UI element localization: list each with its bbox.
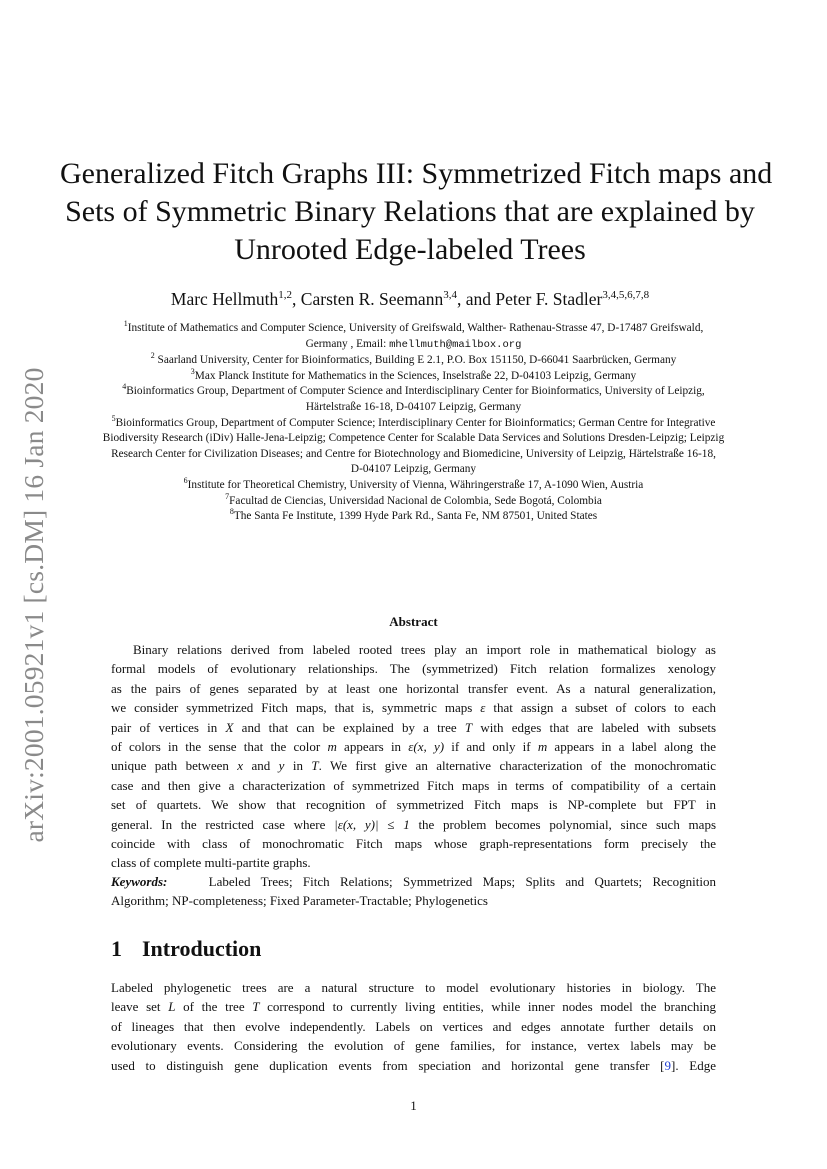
author-separator: , and [456,288,496,309]
intro-line: leave set L of the tree T correspond to currently living entities, while inner nodes model the branching [111,999,716,1015]
author-name: Carsten R. Seemann [300,288,444,309]
affiliation-1-cont: Germany , Email: mhellmuth@mailbox.org [305,337,522,351]
abstract-line: formal models of evolutionary relationships. The (symmetrized) Fitch relation formalizes xenology [111,661,716,677]
intro-line: evolutionary events. Considering the evolution of gene families, for instance, vertex labels may be [111,1038,716,1054]
intro-body [111,978,716,1075]
math-symbol: ε [480,700,486,716]
abstract-line: as the pairs of genes separated by at least one horizontal transfer event. As a natural generalization, [111,680,716,696]
affiliation-4-cont: Härtelstraße 16-18, D-04107 Leipzig, Germany [305,400,522,413]
author-affiliation-marker: 3,4 [443,289,457,301]
math-symbol: ε(x, y) [408,739,445,755]
citation-link[interactable]: 9 [664,1057,672,1073]
paper-title [60,155,773,269]
abstract-line: of colors in the sense that the color m appears in ε(x, y) if and only if m appears in a label along the [111,739,717,755]
affiliation-5: $^5$Bioinformatics Group, Department of Computer Science; Interdisciplinary Center for Bioinformatics; German Centre for Integrative [111,413,716,429]
affiliation-2: $^2$ Saarland University, Center for Bioinformatics, Building E 2.1, P.O. Box 151150, D-66041 Saarbrücken, Germany [150,351,677,367]
affiliation-7: $^7$Facultad de Ciencias, Universidad Nacional de Colombia, Sede Bogotá, Colombia [225,491,602,507]
title-line: Unrooted Edge-labeled Trees [234,233,586,266]
abstract-line: coincide with class of monochromatic Fitch maps whose graph-representations form precisely the [111,836,716,852]
arxiv-stamp [14,360,54,850]
arxiv-stamp-text: arXiv:2001.05921v1 [cs.DM] 16 Jan 2020 [18,367,49,843]
author-affiliation-marker: 1,2 [278,289,293,301]
affiliation-5-cont: Research Center for Civilization Diseases; and Centre for Biotechnology and Biomedicine, University of Leipzig, Härtelstraße 16-18, [111,447,716,460]
math-symbol: |ε(x, y)| ≤ 1 [334,816,410,832]
keywords-line: Algorithm; NP-completeness; Fixed Parameter-Tractable; Phylogenetics [111,893,488,909]
intro-line: used to distinguish gene duplication events from speciation and horizontal gene transfer [9]. Edge [111,1057,716,1073]
abstract-line: unique path between x and y in T. We first give an alternative characterization of the monochromatic [111,758,716,774]
author-name: Marc Hellmuth [170,288,279,309]
abstract-line: case and then give a characterization of symmetrized Fitch maps in terms of compatibility of a certain [111,777,716,793]
abstract-line: class of complete multi-partite graphs. [111,855,311,871]
abstract-line: general. In the restricted case where |ε(x, y)| ≤ 1 the problem becomes polynomial, since such maps [111,816,716,832]
email-link[interactable]: mhellmuth@mailbox.org [389,338,522,351]
keywords-label: Keywords: [111,874,168,889]
affiliation-8: $^8$The Santa Fe Institute, 1399 Hyde Park Rd., Santa Fe, NM 87501, United States [229,507,598,523]
affiliation-5-cont: Biodiversity Research (iDiv) Halle-Jena-Leipzig; Competence Center for Scalable Data Services and Solutions Dresden-Leipzig; Leipzig [102,432,725,445]
affiliation-3: $^3$Max Planck Institute for Mathematics in the Sciences, Inselstraße 22, D-04103 Leipzig, Germany [190,367,637,382]
intro-line: of lineages that then evolve independently. Labels on vertices and edges annotate further details on [111,1018,716,1034]
abstract-line: we consider symmetrized Fitch maps, that is, symmetric maps ε that assign a subset of colors to each [111,700,716,716]
affiliation-list [60,321,767,525]
math-symbol: y [278,758,285,774]
title-line: Sets of Symmetric Binary Relations that are explained by [65,195,755,228]
abstract-line: Binary relations derived from labeled rooted trees play an import role in mathematical biology as [133,642,716,657]
math-symbol: T [464,719,473,735]
math-symbol: L [168,999,176,1015]
author-affiliation-marker: 3,4,5,6,7,8 [602,289,650,301]
abstract-line: set of quartets. We show that recognition of symmetrized Fitch maps is NP-complete but FPT in [111,797,716,813]
math-symbol: X [225,719,234,735]
affiliation-6: $^6$Institute for Theoretical Chemistry, University of Vienna, Währingerstraße 17, A-1090 Wien, Austria [183,476,644,491]
math-symbol: x [237,758,244,774]
intro-line: Labeled phylogenetic trees are a natural structure to model evolutionary histories in biology. The [111,980,716,995]
keywords [111,872,716,911]
author-name: Peter F. Stadler [495,288,603,309]
author-list [60,284,760,310]
abstract-line: pair of vertices in X and that can be explained by a tree T with edges that are labeled with subsets [111,719,717,735]
section-heading [111,936,261,962]
abstract-heading: Abstract [389,614,438,629]
section-number: 1 [111,936,122,961]
page-number: 1 [410,1098,417,1113]
affiliation-1: $^1$Institute of Mathematics and Computer Science, University of Greifswald, Walther- Rathenau-Strasse 47, D-17487 Greifswald, [123,319,704,334]
section-title: Introduction [142,936,262,961]
math-symbol: T [252,999,260,1015]
math-symbol: m [327,739,337,755]
title-line: Generalized Fitch Graphs III: Symmetrized Fitch maps and [60,157,773,190]
keywords-line: Keywords: Labeled Trees; Fitch Relations; Symmetrized Maps; Splits and Quartets; Recognition [111,874,716,889]
author-separator: , [292,288,301,309]
abstract-body [111,640,716,873]
math-symbol: m [537,739,548,755]
affiliation-5-cont: D-04107 Leipzig, Germany [350,463,477,476]
affiliation-4: $^4$Bioinformatics Group, Department of Computer Science and Interdisciplinary Center for Bioinformatics, University of Leipzig, [122,382,705,398]
math-symbol: T [311,758,319,774]
